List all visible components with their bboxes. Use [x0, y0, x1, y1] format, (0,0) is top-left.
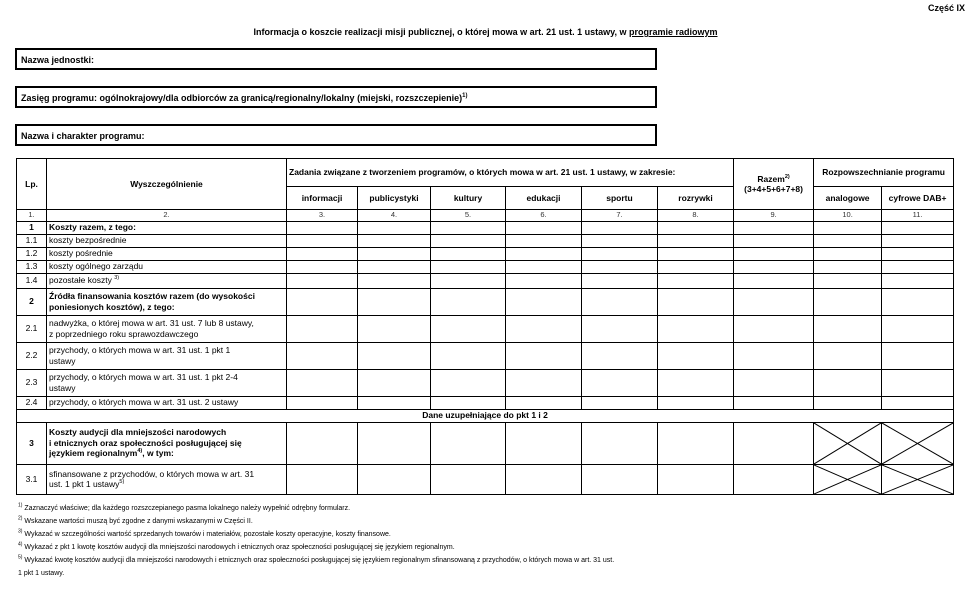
footnote-marker: 4): [18, 541, 23, 548]
col-number: 4.: [358, 210, 431, 222]
value-cell[interactable]: [506, 234, 582, 247]
value-cell[interactable]: [358, 315, 431, 342]
footnote-marker: 2): [18, 515, 23, 522]
table-row: [17, 273, 954, 288]
value-cell[interactable]: [582, 369, 658, 396]
title-link: programie radiowym: [628, 27, 718, 37]
value-cell[interactable]: [431, 369, 506, 396]
table-row: [17, 422, 954, 464]
value-cell[interactable]: [358, 247, 431, 260]
col-number: 2.: [47, 210, 287, 222]
value-cell[interactable]: [582, 396, 658, 409]
col-number: 3.: [287, 210, 358, 222]
value-cell[interactable]: [506, 221, 582, 234]
footnote-text: Wskazane wartości muszą być zgodne z danymi wskazanymi w Części II.: [24, 518, 253, 525]
value-cell[interactable]: [658, 422, 734, 464]
col-number: 8.: [658, 210, 734, 222]
table-row: [17, 260, 954, 273]
row-label-line: , w tym:: [142, 448, 174, 459]
value-cell[interactable]: [814, 288, 882, 315]
cross-mark: [882, 465, 953, 494]
cost-table: [16, 158, 954, 495]
table-row: [17, 221, 954, 234]
row-lp: 1.1: [17, 234, 47, 247]
value-cell[interactable]: [658, 396, 734, 409]
row-label-line: przychody, o których mowa w art. 31 ust. 1 pkt 2-4: [49, 372, 238, 382]
col-number: 1.: [17, 210, 47, 222]
value-cell[interactable]: [287, 260, 358, 273]
value-cell[interactable]: [358, 464, 431, 494]
value-cell[interactable]: [506, 342, 582, 369]
value-cell[interactable]: [582, 273, 658, 288]
value-cell[interactable]: [287, 342, 358, 369]
row-label-line: przychody, o których mowa w art. 31 ust. 1 pkt 1: [49, 345, 231, 355]
value-cell[interactable]: [582, 342, 658, 369]
value-cell[interactable]: [287, 288, 358, 315]
header-tasks: Zadania związane z tworzeniem programów, o których mowa w art. 21 ust. 1 ustawy, w zakresie:: [287, 159, 734, 187]
value-cell[interactable]: [658, 369, 734, 396]
value-cell[interactable]: [287, 369, 358, 396]
col-number: 11.: [882, 210, 954, 222]
title-text: Informacja o koszcie realizacji misji publicznej, o której mowa w art. 21 ust. 1 ustawy, w: [253, 27, 629, 37]
value-cell[interactable]: [734, 221, 814, 234]
row-lp: 1: [17, 221, 47, 234]
header-cyfrowe: cyfrowe DAB+: [882, 187, 954, 210]
table-row: [17, 234, 954, 247]
row-lp: 3: [17, 422, 47, 464]
row-lp: 3.1: [17, 464, 47, 494]
section-header-row: [17, 409, 954, 422]
footnote-marker: 5): [18, 554, 23, 561]
value-cell[interactable]: [358, 288, 431, 315]
value-cell[interactable]: [658, 315, 734, 342]
value-cell[interactable]: [287, 422, 358, 464]
table-row: [17, 288, 954, 315]
value-cell[interactable]: [814, 369, 882, 396]
footnote-text: Wykazać z pkt 1 kwotę kosztów audycji dla mniejszości narodowych i etnicznych oraz społeczności posługującej się językiem regionalnym.: [24, 544, 455, 551]
cross-mark: [814, 465, 881, 494]
value-cell[interactable]: [658, 464, 734, 494]
value-cell[interactable]: [431, 342, 506, 369]
header-edukacji: edukacji: [506, 187, 582, 210]
table-row: [17, 464, 954, 494]
cross-mark: [882, 423, 953, 464]
value-cell[interactable]: [506, 464, 582, 494]
value-cell[interactable]: [506, 247, 582, 260]
value-cell[interactable]: [358, 396, 431, 409]
row-label: [47, 369, 287, 396]
value-cell[interactable]: [814, 396, 882, 409]
row-label: koszty ogólnego zarządu: [47, 260, 287, 273]
value-cell[interactable]: [287, 396, 358, 409]
footnote-ref: 4): [137, 448, 143, 455]
value-cell[interactable]: [882, 273, 954, 288]
value-cell[interactable]: [506, 315, 582, 342]
value-cell[interactable]: [882, 315, 954, 342]
footnote-text: Zaznaczyć właściwe; dla każdego rozszczepianego pasma lokalnego należy wypełnić odrębny formularz.: [24, 505, 351, 512]
value-cell[interactable]: [287, 221, 358, 234]
value-cell[interactable]: [814, 221, 882, 234]
program-name-label: Nazwa i charakter programu:: [21, 131, 145, 141]
value-cell[interactable]: [582, 464, 658, 494]
header-rozrywki: rozrywki: [658, 187, 734, 210]
row-label-line: i etnicznych oraz społeczności posługującej się: [49, 437, 242, 448]
row-label: [47, 273, 287, 288]
header-analogowe: analogowe: [814, 187, 882, 210]
value-cell[interactable]: [431, 234, 506, 247]
row-label: [47, 464, 287, 494]
col-number: 5.: [431, 210, 506, 222]
value-cell[interactable]: [582, 422, 658, 464]
row-label-line: Koszty audycji dla mniejszości narodowych: [49, 427, 227, 438]
total-formula: (3+4+5+6+7+8): [744, 184, 803, 194]
footnote-text: Wykazać w szczególności wartość sprzedanych towarów i materiałów, pozostałe koszty operacyjne, koszty finansowe.: [24, 531, 391, 538]
header-lp: Lp.: [17, 159, 47, 210]
value-cell[interactable]: [882, 247, 954, 260]
value-cell[interactable]: [814, 234, 882, 247]
total-label: Razem: [757, 173, 785, 184]
table-row: [17, 247, 954, 260]
range-footnote-ref: 1): [462, 93, 468, 99]
footnote: [18, 528, 958, 541]
value-cell[interactable]: [882, 288, 954, 315]
footnote-ref: 5): [119, 479, 125, 486]
row-lp: 2.1: [17, 315, 47, 342]
value-cell[interactable]: [506, 288, 582, 315]
footnote: [18, 515, 958, 528]
value-cell[interactable]: [287, 273, 358, 288]
value-cell[interactable]: [431, 422, 506, 464]
value-cell[interactable]: [358, 273, 431, 288]
table-row: [17, 396, 954, 409]
form-title: [0, 27, 971, 37]
row-lp: 1.3: [17, 260, 47, 273]
value-cell[interactable]: [358, 234, 431, 247]
value-cell[interactable]: [882, 234, 954, 247]
program-name-field[interactable]: [15, 124, 657, 146]
row-lp: 1.4: [17, 273, 47, 288]
footnote: [18, 554, 958, 567]
value-cell[interactable]: [814, 315, 882, 342]
column-number-row: [17, 210, 954, 222]
footnote: [18, 502, 958, 515]
value-cell[interactable]: [287, 247, 358, 260]
value-cell[interactable]: [431, 464, 506, 494]
value-cell[interactable]: [287, 464, 358, 494]
value-cell[interactable]: [506, 273, 582, 288]
cross-mark: [814, 423, 881, 464]
value-cell[interactable]: [734, 315, 814, 342]
value-cell[interactable]: [814, 247, 882, 260]
header-distribution: Rozpowszechnianie programu: [814, 159, 954, 187]
value-cell[interactable]: [506, 422, 582, 464]
table-row: [17, 342, 954, 369]
row-label: Koszty razem, z tego:: [47, 221, 287, 234]
total-footnote-ref: 2): [784, 173, 790, 180]
row-label-line: nadwyżka, o której mowa w art. 31 ust. 7 lub 8 ustawy,: [49, 318, 254, 328]
value-cell[interactable]: [358, 422, 431, 464]
value-cell[interactable]: [734, 369, 814, 396]
col-number: 7.: [582, 210, 658, 222]
value-cell[interactable]: [506, 396, 582, 409]
value-cell[interactable]: [734, 464, 814, 494]
row-lp: 2.3: [17, 369, 47, 396]
table-row: [17, 369, 954, 396]
value-cell[interactable]: [431, 247, 506, 260]
header-spec: Wyszczególnienie: [47, 159, 287, 210]
value-cell[interactable]: [506, 369, 582, 396]
footnote-text: Wykazać kwotę kosztów audycji dla mniejszości narodowych i etnicznych oraz społeczności posługującej się językiem regionalnym sfinansowaną z przychodów, o których mowa w art. 31 ust.: [24, 557, 615, 564]
col-number: 10.: [814, 210, 882, 222]
row-lp: 2: [17, 288, 47, 315]
value-cell[interactable]: [506, 260, 582, 273]
value-cell[interactable]: [814, 342, 882, 369]
row-label: koszty pośrednie: [47, 247, 287, 260]
unit-name-field[interactable]: [15, 48, 657, 70]
row-lp: 1.2: [17, 247, 47, 260]
value-cell[interactable]: [431, 288, 506, 315]
row-lp: 2.4: [17, 396, 47, 409]
row-label-line: sfinansowane z przychodów, o których mowa w art. 31: [49, 468, 255, 479]
value-cell[interactable]: [814, 260, 882, 273]
value-cell[interactable]: [658, 247, 734, 260]
value-cell[interactable]: [658, 234, 734, 247]
value-cell[interactable]: [734, 234, 814, 247]
row-label-line: ustawy: [49, 355, 76, 366]
value-cell[interactable]: [734, 247, 814, 260]
row-label: przychody, o których mowa w art. 31 ust. 2 ustawy: [47, 396, 287, 409]
row-label: [47, 315, 287, 342]
value-cell[interactable]: [287, 234, 358, 247]
value-cell[interactable]: [882, 342, 954, 369]
header-total: [734, 159, 814, 210]
supplementary-header: Dane uzupełniające do pkt 1 i 2: [17, 409, 954, 422]
value-cell[interactable]: [358, 342, 431, 369]
header-informacji: informacji: [287, 187, 358, 210]
value-cell[interactable]: [734, 260, 814, 273]
value-cell[interactable]: [431, 273, 506, 288]
program-range-field[interactable]: [15, 86, 657, 108]
value-cell[interactable]: [582, 315, 658, 342]
value-cell[interactable]: [882, 369, 954, 396]
row-lp: 2.2: [17, 342, 47, 369]
footnote: [18, 567, 958, 580]
value-cell[interactable]: [658, 221, 734, 234]
col-number: 6.: [506, 210, 582, 222]
row-label: koszty bezpośrednie: [47, 234, 287, 247]
crossed-cell: [882, 464, 954, 494]
row-label-line: ust. 1 pkt 1 ustawy: [49, 479, 120, 489]
value-cell[interactable]: [582, 221, 658, 234]
part-label: Część IX: [927, 3, 965, 13]
value-cell[interactable]: [582, 260, 658, 273]
value-cell[interactable]: [734, 342, 814, 369]
value-cell[interactable]: [287, 315, 358, 342]
crossed-cell: [882, 422, 954, 464]
value-cell[interactable]: [658, 342, 734, 369]
value-cell[interactable]: [358, 221, 431, 234]
value-cell[interactable]: [431, 260, 506, 273]
row-label-text: pozostałe koszty: [49, 275, 112, 286]
value-cell[interactable]: [431, 315, 506, 342]
row-label-line: językiem regionalnym: [49, 448, 138, 459]
value-cell[interactable]: [882, 396, 954, 409]
value-cell[interactable]: [582, 247, 658, 260]
value-cell[interactable]: [734, 288, 814, 315]
header-kultury: kultury: [431, 187, 506, 210]
row-label-line: poniesionych kosztów), z tego:: [49, 301, 175, 312]
value-cell[interactable]: [734, 396, 814, 409]
value-cell[interactable]: [658, 260, 734, 273]
value-cell[interactable]: [582, 234, 658, 247]
row-label-line: z poprzedniego roku sprawozdawczego: [49, 328, 199, 339]
table-row: [17, 315, 954, 342]
value-cell[interactable]: [814, 273, 882, 288]
value-cell[interactable]: [658, 273, 734, 288]
value-cell[interactable]: [734, 422, 814, 464]
unit-name-label: Nazwa jednostki:: [21, 55, 95, 65]
row-label: [47, 422, 287, 464]
footnote: [18, 541, 958, 554]
row-label-line: ustawy: [49, 382, 76, 393]
value-cell[interactable]: [882, 221, 954, 234]
value-cell[interactable]: [882, 260, 954, 273]
footnote-marker: 3): [18, 528, 23, 535]
value-cell[interactable]: [358, 369, 431, 396]
value-cell[interactable]: [358, 260, 431, 273]
row-label: [47, 288, 287, 315]
footnote-marker: 1): [18, 502, 23, 509]
footnote-ref: 3): [114, 275, 120, 282]
row-label: [47, 342, 287, 369]
value-cell[interactable]: [431, 221, 506, 234]
value-cell[interactable]: [734, 273, 814, 288]
range-label: Zasięg programu: ogólnokrajowy/dla odbiorców za granicą/regionalny/lokalny (miejski, rozszczepienie): [21, 93, 463, 103]
header-sportu: sportu: [582, 187, 658, 210]
crossed-cell: [814, 464, 882, 494]
col-number: 9.: [734, 210, 814, 222]
footnotes: [18, 502, 958, 580]
value-cell[interactable]: [582, 288, 658, 315]
row-label-line: Źródła finansowania kosztów razem (do wysokości: [49, 291, 255, 301]
footnote-text: 1 pkt 1 ustawy.: [18, 570, 65, 577]
crossed-cell: [814, 422, 882, 464]
header-publicystyki: publicystyki: [358, 187, 431, 210]
value-cell[interactable]: [658, 288, 734, 315]
value-cell[interactable]: [431, 396, 506, 409]
